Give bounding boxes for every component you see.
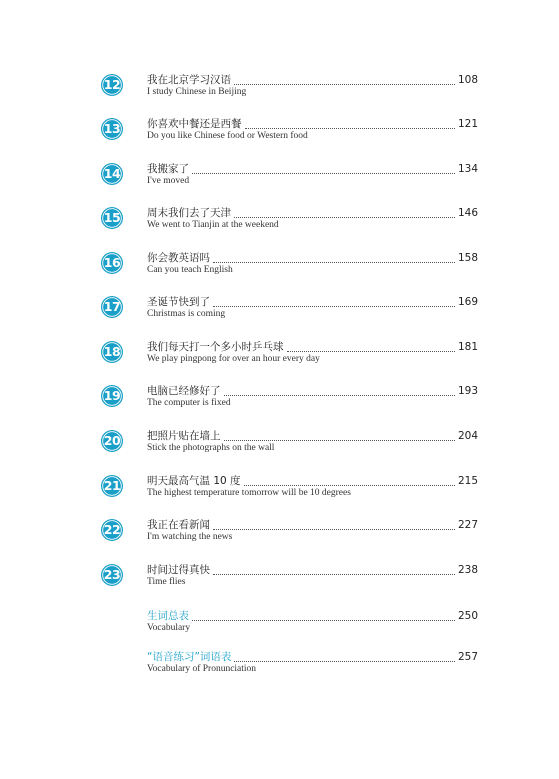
page-number: 257 xyxy=(457,651,478,663)
english-title: Do you like Chinese food or Western food xyxy=(147,131,308,141)
lesson-number-badge xyxy=(100,295,124,319)
chinese-title: 你会教英语吗 xyxy=(147,252,210,264)
toc-entry[interactable] xyxy=(0,474,559,514)
english-title: Can you teach English xyxy=(147,265,233,275)
chinese-title: “语音练习”词语表 xyxy=(147,651,232,663)
chinese-title: 圣诞节快到了 xyxy=(147,296,210,308)
chinese-title: 把照片贴在墙上 xyxy=(147,430,221,442)
dot-leader xyxy=(213,256,455,263)
page-number: 227 xyxy=(457,519,478,531)
page-number: 169 xyxy=(457,296,478,308)
lesson-number: 20 xyxy=(103,433,121,448)
lesson-number: 14 xyxy=(103,166,121,181)
chinese-title: 我正在看新闻 xyxy=(147,519,210,531)
lesson-number-badge xyxy=(100,429,124,453)
page-number: 204 xyxy=(457,430,478,442)
dot-leader xyxy=(192,167,455,174)
dot-leader xyxy=(213,523,455,530)
lesson-number-badge xyxy=(100,117,124,141)
toc-entry[interactable] xyxy=(0,429,559,469)
toc-entry[interactable] xyxy=(0,206,559,246)
lesson-number-badge xyxy=(100,563,124,587)
dot-leader xyxy=(213,300,455,307)
english-title: Vocabulary xyxy=(147,623,191,633)
lesson-number: 23 xyxy=(103,567,121,582)
english-title: The computer is fixed xyxy=(147,398,231,408)
dot-leader xyxy=(192,614,455,621)
page-number: 134 xyxy=(457,163,478,175)
chinese-title: 电脑已经修好了 xyxy=(147,385,221,397)
lesson-number: 17 xyxy=(103,299,121,314)
english-title: Stick the photographs on the wall xyxy=(147,443,275,453)
chinese-title: 你喜欢中餐还是西餐 xyxy=(147,118,242,130)
toc-entry-appendix[interactable] xyxy=(0,609,559,649)
lesson-number-badge xyxy=(100,340,124,364)
page-number: 250 xyxy=(457,610,478,622)
toc-entry[interactable] xyxy=(0,384,559,424)
page-number: 146 xyxy=(457,207,478,219)
dot-leader xyxy=(224,389,455,396)
chinese-title: 我搬家了 xyxy=(147,163,189,175)
chinese-title: 我们每天打一个多小时乒乓球 xyxy=(147,341,284,353)
page-number: 108 xyxy=(457,74,478,86)
chinese-title: 我在北京学习汉语 xyxy=(147,74,231,86)
page-number: 215 xyxy=(457,475,478,487)
dot-leader xyxy=(234,211,455,218)
page-number: 158 xyxy=(457,252,478,264)
toc-entry-appendix[interactable] xyxy=(0,650,559,690)
lesson-number: 21 xyxy=(103,478,121,493)
toc-entry[interactable] xyxy=(0,162,559,202)
lesson-number: 16 xyxy=(103,255,121,270)
chinese-title: 时间过得真快 xyxy=(147,564,210,576)
page-number: 181 xyxy=(457,341,478,353)
lesson-number: 19 xyxy=(103,388,121,403)
lesson-number: 13 xyxy=(103,121,121,136)
dot-leader xyxy=(287,345,455,352)
dot-leader xyxy=(244,479,455,486)
dot-leader xyxy=(234,78,455,85)
lesson-number: 12 xyxy=(103,77,121,92)
lesson-number: 22 xyxy=(103,522,121,537)
chinese-title: 明天最高气温 10 度 xyxy=(147,475,241,487)
dot-leader xyxy=(213,568,455,575)
lesson-number-badge xyxy=(100,251,124,275)
toc-entry[interactable] xyxy=(0,117,559,157)
lesson-number: 18 xyxy=(103,344,121,359)
lesson-number-badge xyxy=(100,206,124,230)
dot-leader xyxy=(245,122,455,129)
english-title: The highest temperature tomorrow will be 10 degrees xyxy=(147,488,351,498)
toc-entry[interactable] xyxy=(0,340,559,380)
lesson-number-badge xyxy=(100,474,124,498)
english-title: Time flies xyxy=(147,577,186,587)
chinese-title: 生词总表 xyxy=(147,610,189,622)
page-number: 193 xyxy=(457,385,478,397)
english-title: I study Chinese in Beijing xyxy=(147,87,247,97)
lesson-number-badge xyxy=(100,162,124,186)
english-title: We went to Tianjin at the weekend xyxy=(147,220,279,230)
dot-leader xyxy=(224,434,455,441)
lesson-number-badge xyxy=(100,73,124,97)
toc-entry[interactable] xyxy=(0,295,559,335)
dot-leader xyxy=(234,655,455,662)
page-number: 238 xyxy=(457,564,478,576)
chinese-title: 周末我们去了天津 xyxy=(147,207,231,219)
lesson-number: 15 xyxy=(103,210,121,225)
english-title: Vocabulary of Pronunciation xyxy=(147,664,257,674)
toc-entry[interactable] xyxy=(0,518,559,558)
toc-entry[interactable] xyxy=(0,73,559,113)
english-title: Christmas is coming xyxy=(147,309,226,319)
page-number: 121 xyxy=(457,118,478,130)
toc-entry[interactable] xyxy=(0,251,559,291)
lesson-number-badge xyxy=(100,518,124,542)
lesson-number-badge xyxy=(100,384,124,408)
english-title: We play pingpong for over an hour every day xyxy=(147,354,320,364)
toc-entry[interactable] xyxy=(0,563,559,603)
english-title: I've moved xyxy=(147,176,190,186)
english-title: I'm watching the news xyxy=(147,532,233,542)
